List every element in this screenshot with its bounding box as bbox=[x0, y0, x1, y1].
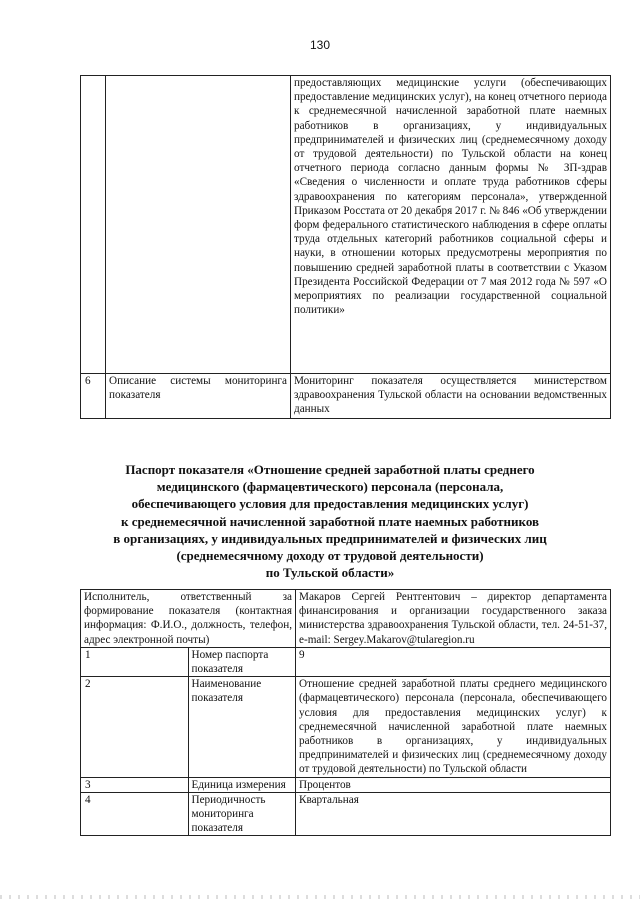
executor-label: Исполнитель, ответственный за формирование показателя (контактная информация: Ф.И.О., должность, телефон, адрес электронной почты) bbox=[81, 590, 296, 648]
row-value: Отношение средней заработной платы среднего медицинского (фармацевтического) персонала (персонала, обеспечивающего условия для предоставления медицинских услуг) к среднемесячной начисленной заработной плате наемных работников в организациях, у индивидуальных предпринимателей и физических лиц (среднемесячному доходу от трудовой деятельности) по Тульской области bbox=[296, 677, 611, 777]
row-number: 4 bbox=[81, 792, 189, 836]
row-label bbox=[106, 76, 291, 374]
table-row bbox=[81, 374, 611, 419]
row-value: предоставляющих медицинские услуги (обеспечивающих предоставление медицинских услуг), на конец отчетного периода к среднемесячной начисленной заработной плате наемных работников в организациях, у индивидуальных предпринимателей и физических лиц (среднемесячному доходу от трудовой деятельности) по Тульской области на конец отчетного периода согласно данным формы № ЗП-здрав «Сведения о численности и оплате труда работников сферы здравоохранения по категориям персонала», утвержденной Приказом Росстата от 20 декабря 2017 г. № 846 «Об утверждении форм федерального статистического наблюдения в сфере оплаты труда отдельных категорий работников социальной сферы и науки, в отношении которых предусмотрены мероприятия по повышению средней заработной платы в соответствии с Указом Президента Российской Федерации от 7 мая 2012 года № 597 «О мероприятиях по реализации государственной социальной политики» bbox=[291, 76, 611, 374]
row-label: Наименование показателя bbox=[188, 677, 296, 777]
scan-artifact bbox=[0, 895, 640, 899]
row-value: Мониторинг показателя осуществляется министерством здравоохранения Тульской области на основании ведомственных данных bbox=[291, 374, 611, 419]
row-number: 1 bbox=[81, 647, 189, 676]
row-number: 6 bbox=[81, 374, 106, 419]
row-value: Процентов bbox=[296, 777, 611, 792]
table-row bbox=[81, 76, 611, 374]
heading-line: (среднемесячному доходу от трудовой деятельности) bbox=[176, 548, 484, 564]
heading-line: обеспечивающего условия для предоставления медицинских услуг) bbox=[131, 496, 529, 512]
heading-line: медицинского (фармацевтического) персонала (персонала, bbox=[156, 479, 504, 495]
passport-heading bbox=[60, 461, 600, 581]
heading-line: по Тульской области» bbox=[265, 565, 395, 581]
heading-line: к среднемесячной начисленной заработной плате наемных работников bbox=[120, 513, 540, 529]
heading-line: в организациях, у индивидуальных предпринимателей и физических лиц bbox=[113, 530, 547, 546]
row-label: Описание системы мониторинга показателя bbox=[106, 374, 291, 419]
indicator-passport-table bbox=[80, 589, 611, 836]
table-row bbox=[81, 777, 611, 792]
row-value: 9 bbox=[296, 647, 611, 676]
table-row bbox=[81, 647, 611, 676]
table-row bbox=[81, 792, 611, 836]
row-number bbox=[81, 76, 106, 374]
row-number: 3 bbox=[81, 777, 189, 792]
executor-value: Макаров Сергей Рентгентович – директор департамента финансирования и организации государственного заказа министерства здравоохранения Тульской области, тел. 24-51-37, e-mail: Sergey.Makarov@tularegion.ru bbox=[296, 590, 611, 648]
row-number: 2 bbox=[81, 677, 189, 777]
row-label: Единица измерения bbox=[188, 777, 296, 792]
table-row bbox=[81, 590, 611, 648]
row-label: Периодичность мониторинга показателя bbox=[188, 792, 296, 836]
indicator-table-continued bbox=[80, 75, 611, 419]
page-number: 130 bbox=[309, 38, 331, 52]
row-value: Квартальная bbox=[296, 792, 611, 836]
table-row bbox=[81, 677, 611, 777]
row-label: Номер паспорта показателя bbox=[188, 647, 296, 676]
heading-line: Паспорт показателя «Отношение средней заработной платы среднего bbox=[125, 462, 535, 477]
